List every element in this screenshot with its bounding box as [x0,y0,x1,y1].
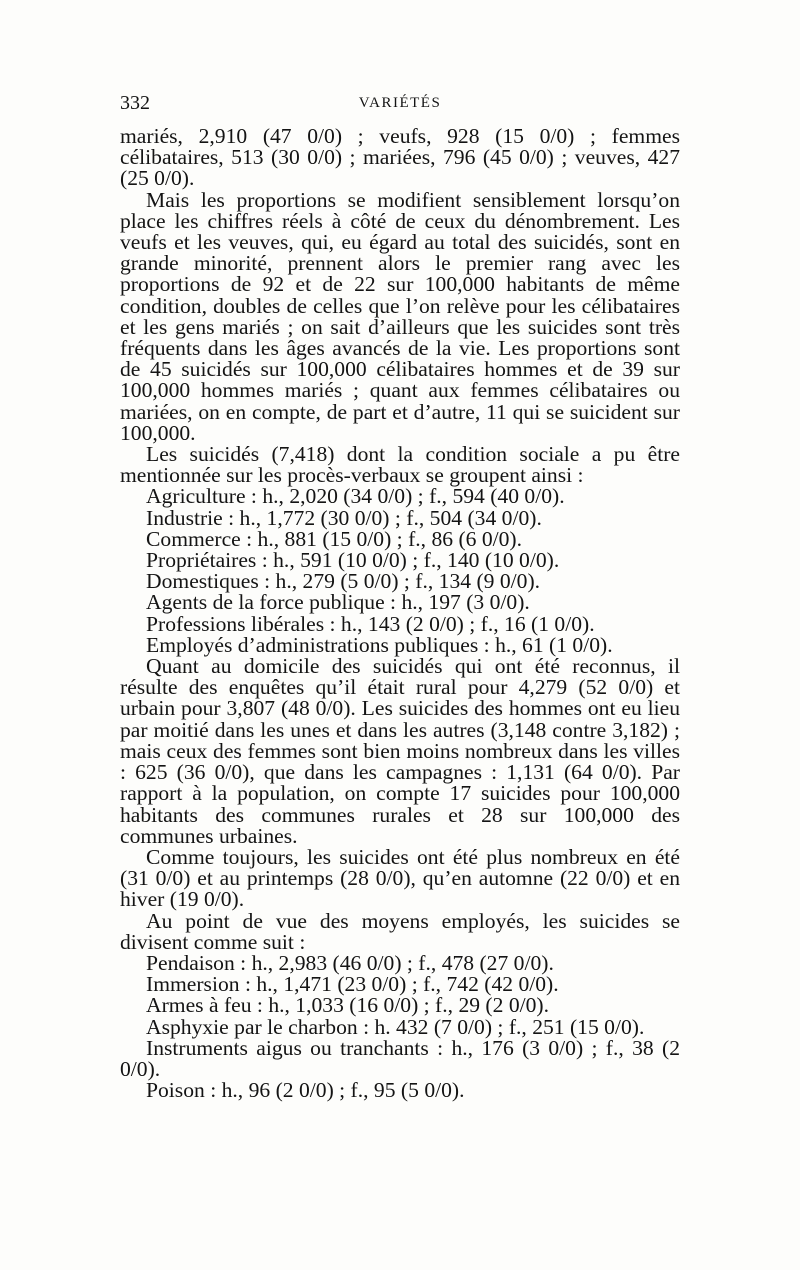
page-header [120,92,680,120]
list-item: Poison : h., 96 (2 0/0) ; f., 95 (5 0/0). [146,1078,465,1103]
professions-list [120,486,680,656]
page-body [120,126,680,1101]
list-item: Agriculture : h., 2,020 (34 0/0) ; f., 594 (40 0/0). [146,484,565,509]
paragraph-seasons: Comme toujours, les suicides ont été plus nombreux en été (31 0/0) et au printemps (28 0/0), qu’en automne (22 0/0) et en hiver (19 0/0). [120,844,680,912]
paragraph-proportions: Mais les proportions se modifient sensiblement lorsqu’on place les chiffres réels à côté de ceux du dénombrement. Les veufs et les veuves, qui, eu égard au total des suicidés, sont en grande minorité, prennent alors le premier rang avec les proportions de 92 et de 22 sur 100,000 habitants de même condition, doubles de celles que l’on relève pour les célibataires et les gens mariés ; on sait d’ailleurs que les suicides sont très fréquents dans les âges avancés de la vie. Les proportions sont de 45 suicidés sur 100,000 célibataires hommes et de 39 sur 100,000 hommes mariés ; quant aux femmes célibataires ou mariées, on en compte, de part et d’autre, 11 qui se suicident sur 100,000. [120,187,680,445]
paragraph-social-condition: Les suicidés (7,418) dont la condition sociale a pu être mentionnée sur les procès-verbaux se groupent ainsi : [120,442,680,488]
page-number: 332 [120,92,150,114]
paragraph-means-intro: Au point de vue des moyens employés, les suicides se divisent comme suit : [120,908,680,954]
list-item: Asphyxie par le charbon : h. 432 (7 0/0) ; f., 251 (15 0/0). [146,1014,645,1039]
list-item: Agents de la force publique : h., 197 (3 0/0). [146,590,530,615]
list-item: Commerce : h., 881 (15 0/0) ; f., 86 (6 0/0). [146,526,523,551]
means-list [120,950,680,1103]
paragraph-domicile: Quant au domicile des suicidés qui ont été reconnus, il résulte des enquêtes qu’il était rural pour 4,279 (52 0/0) et urbain pour 3,807 (48 0/0). Les suicides des hommes ont eu lieu par moitié dans les unes et dans les autres (3,148 contre 3,182) ; mais ceux des femmes sont bien moins nombreux dans les villes : 625 (36 0/0), que dans les campagnes : 1,131 (64 0/0). Par rapport à la population, on compte 17 suicides pour 100,000 habitants des communes rurales et 28 sur 100,000 des communes urbaines. [120,654,680,848]
list-item: Employés d’administrations publiques : h., 61 (1 0/0). [146,632,613,657]
list-item: Professions libérales : h., 143 (2 0/0) ; f., 16 (1 0/0). [146,611,595,636]
paragraph-marital-status: mariés, 2,910 (47 0/0) ; veufs, 928 (15 0/0) ; femmes célibataires, 513 (30 0/0) ; mariées, 796 (45 0/0) ; veuves, 427 (25 0/0). [120,124,680,191]
list-item: Pendaison : h., 2,983 (46 0/0) ; f., 478 (27 0/0). [146,950,554,975]
running-title: VARIÉTÉS [358,95,442,111]
list-item: Instruments aigus ou tranchants : h., 176 (3 0/0) ; f., 38 (2 0/0). [120,1035,680,1081]
list-item: Armes à feu : h., 1,033 (16 0/0) ; f., 29 (2 0/0). [146,993,550,1018]
list-item: Domestiques : h., 279 (5 0/0) ; f., 134 (9 0/0). [146,569,541,594]
list-item: Immersion : h., 1,471 (23 0/0) ; f., 742 (42 0/0). [146,972,559,997]
list-item: Industrie : h., 1,772 (30 0/0) ; f., 504 (34 0/0). [146,505,542,530]
list-item: Propriétaires : h., 591 (10 0/0) ; f., 140 (10 0/0). [146,548,560,573]
